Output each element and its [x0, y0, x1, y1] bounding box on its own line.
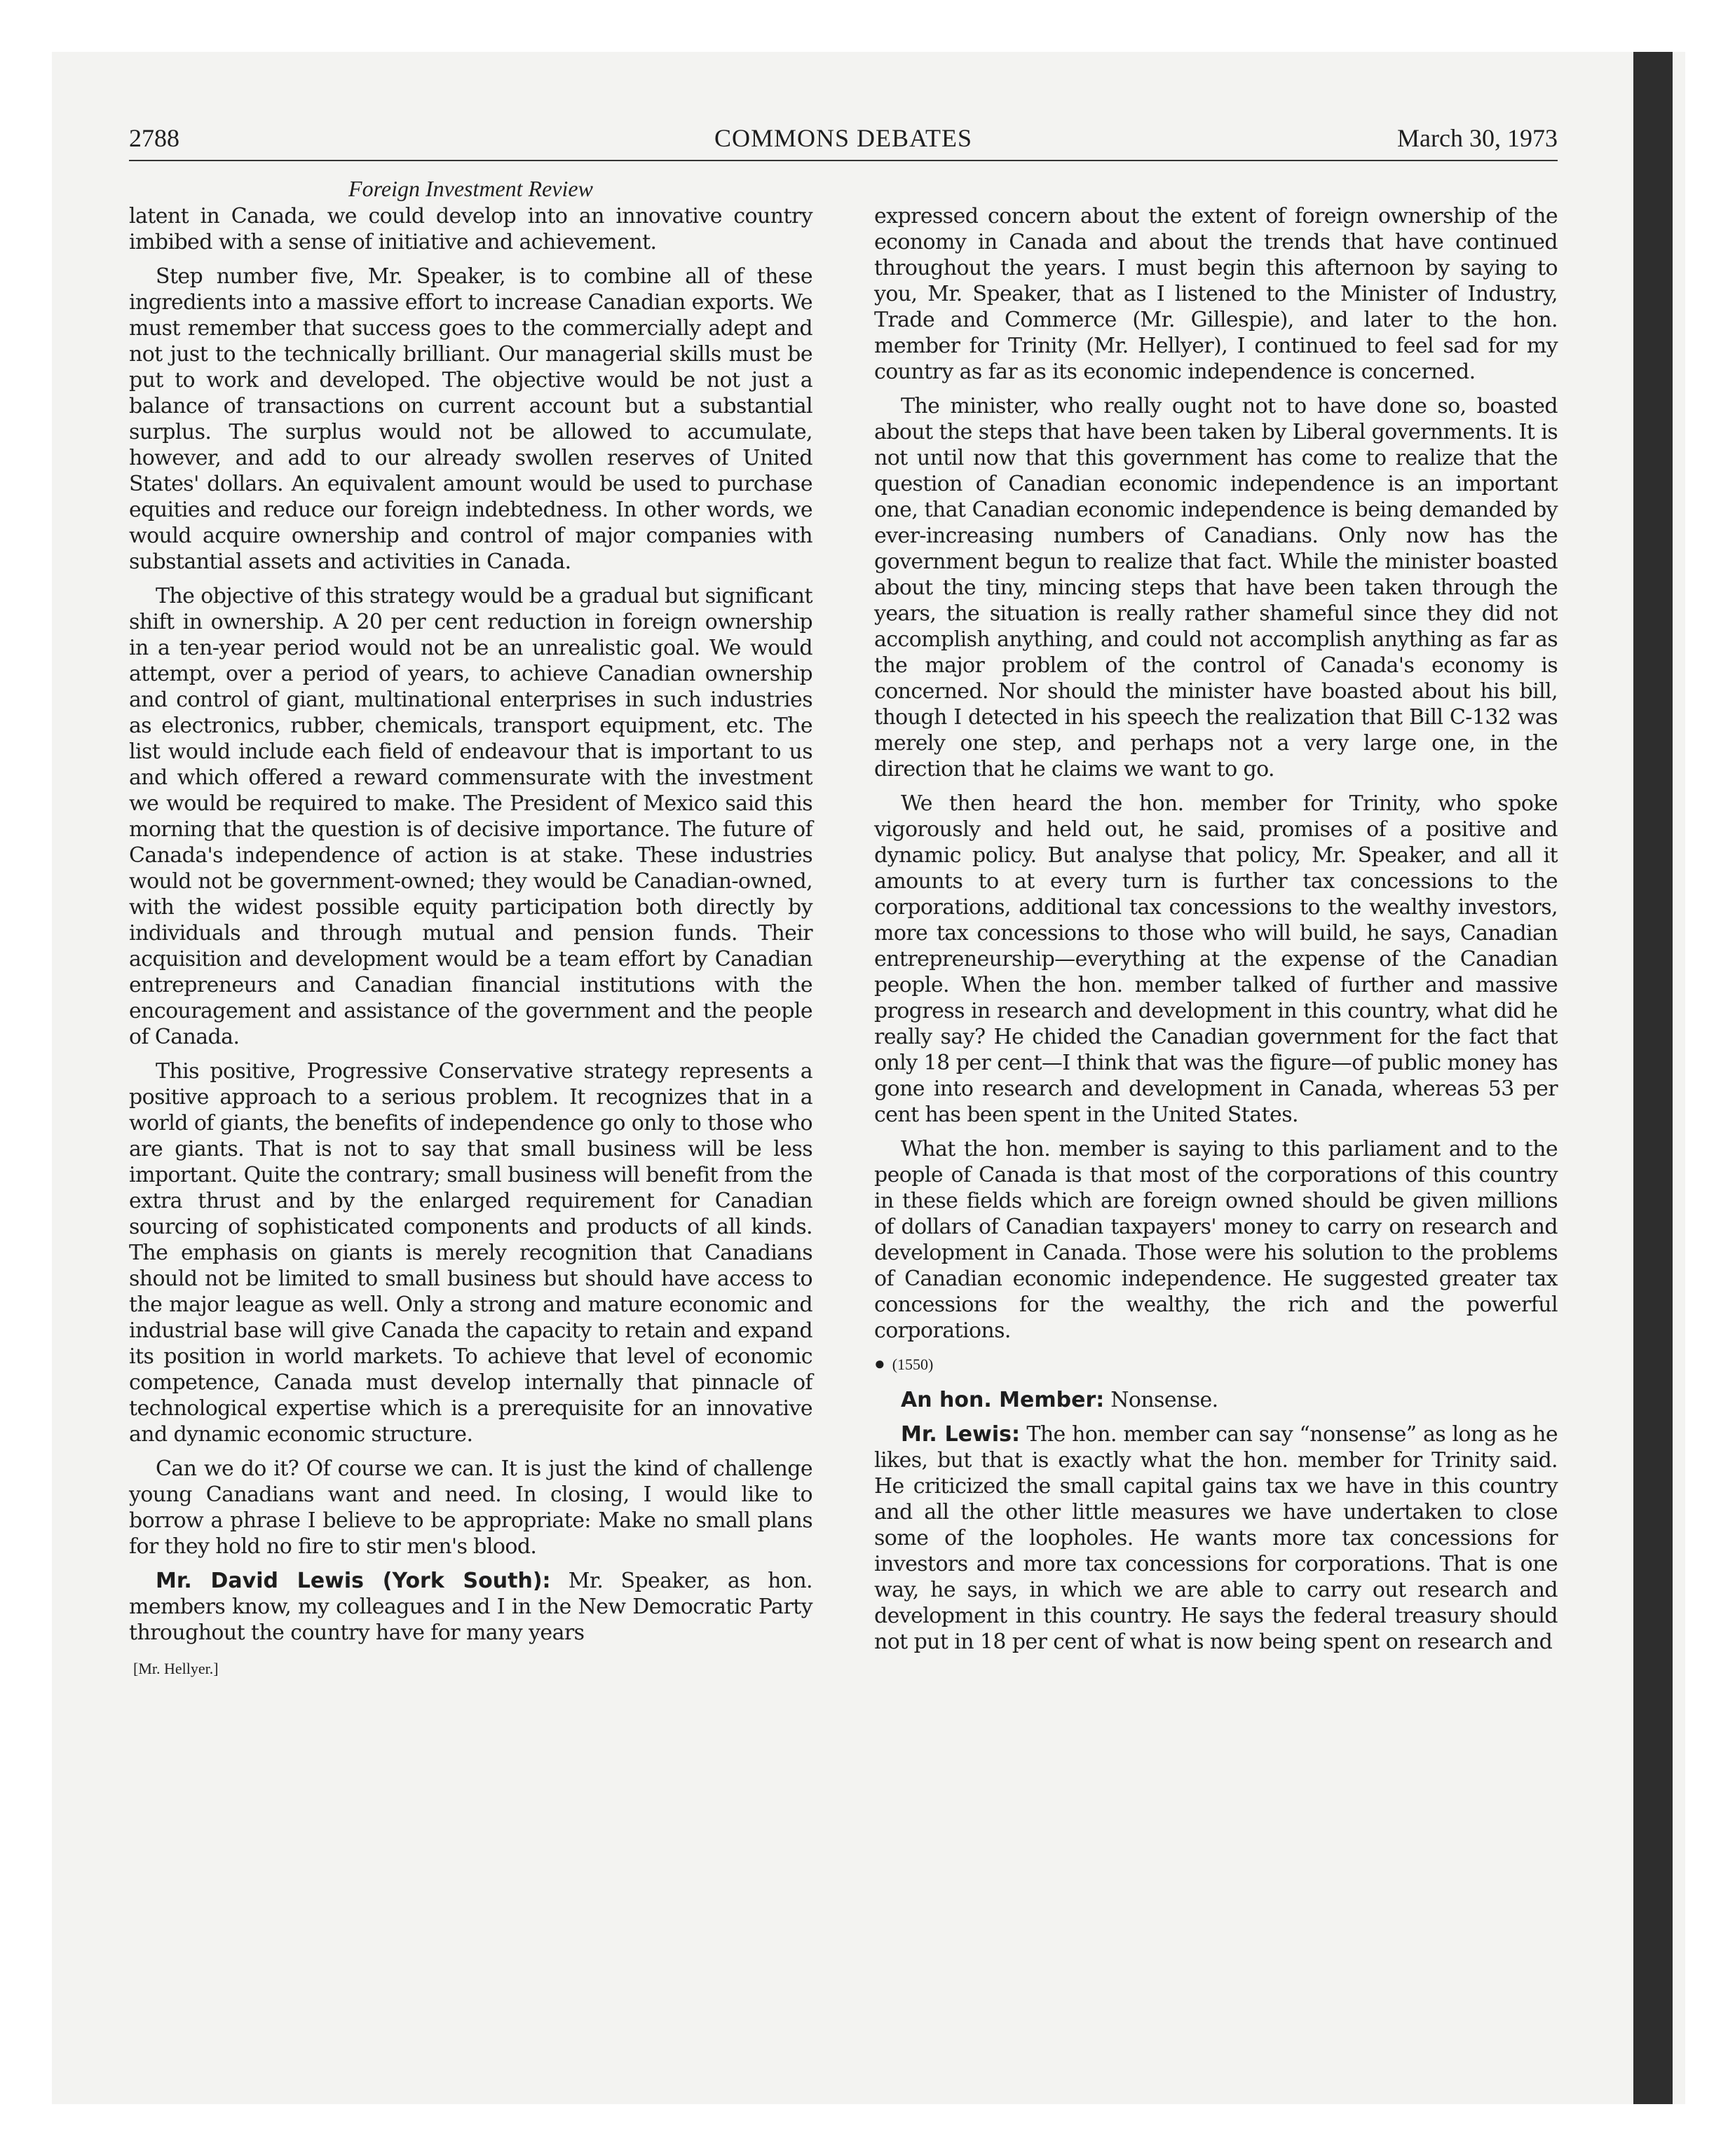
bullet-icon: ●	[874, 1353, 885, 1374]
speaker-name: An hon. Member:	[901, 1388, 1105, 1412]
paragraph: The objective of this strategy would be a gradual but significant shift in ownership. A 20 per cent reduction in foreign ownership in a ten-year period would not be an unrealistic goal. We would attempt, over a period of years, to achieve Canadian ownership and control of giant, multinational enterprises in such industries as electronics, rubber, chemicals, transport equipment, etc. The list would include each field of endeavour that is important to us and which offered a reward commensurate with the investment we would be required to make. The President of Mexico said this morning that the question is of decisive importance. The future of Canada's independence of action is at stake. These industries would not be government-owned; they would be Canadian-owned, with the widest possible equity participation both directly by individuals and through mutual and pension funds. Their acquisition and development would be a team effort by Canadian entrepreneurs and Canadian financial institutions with the encouragement and assistance of the government and the people of Canada.	[129, 584, 812, 1049]
timestamp-marker	[874, 1353, 1558, 1374]
timestamp-text: (1550)	[892, 1356, 934, 1373]
paragraph: latent in Canada, we could develop into an innovative country imbibed with a sense of initiative and achievement.	[129, 204, 812, 254]
page-header	[129, 123, 1558, 161]
publication-title: COMMONS DEBATES	[714, 124, 973, 152]
paragraph	[874, 1421, 1558, 1655]
speech-text: Nonsense.	[1104, 1388, 1218, 1412]
subject-heading: Foreign Investment Review	[348, 176, 593, 201]
speaker-name: Mr. David Lewis (York South):	[156, 1569, 551, 1593]
paragraph: Step number five, Mr. Speaker, is to combine all of these ingredients into a massive effort to increase Canadian exports. We must remember that success goes to the commercially adept and not just to the technically brilliant. Our managerial skills must be put to work and developed. The objective would be not just a balance of transactions on current account but a substantial surplus. The surplus would not be allowed to accumulate, however, and add to our already swollen reserves of United States' dollars. An equivalent amount would be used to purchase equities and reduce our foreign indebtedness. In other words, we would acquire ownership and control of major companies with substantial assets and activities in Canada.	[129, 264, 812, 574]
paragraph	[129, 1568, 812, 1646]
page-date: March 30, 1973	[1397, 124, 1558, 152]
paragraph: We then heard the hon. member for Trinity, who spoke vigorously and held out, he said, promises of a positive and dynamic policy. But analyse that policy, Mr. Speaker, and all it amounts to at every turn is further tax concessions to the corporations, additional tax concessions to the wealthy investors, more tax concessions to those who will build, he says, Canadian entrepreneurship—everything at the expense of the Canadian people. When the hon. member talked of further and massive progress in research and development in this country, what did he really say? He chided the Canadian government for the fact that only 18 per cent—I think that was the figure—of public money has gone into research and development in Canada, whereas 53 per cent has been spent in the United States.	[874, 791, 1558, 1127]
text-columns	[129, 203, 1558, 1678]
speaker-footnote: [Mr. Hellyer.]	[133, 1660, 219, 1677]
paragraph: What the hon. member is saying to this parliament and to the people of Canada is that most of the corporations of this country in these fields which are foreign owned should be given millions of dollars of Canadian taxpayers' money to carry on research and development in Canada. Those were his solution to the problems of Canadian economic independence. He suggested greater tax concessions for the wealthy, the rich and the powerful corporations.	[874, 1137, 1558, 1343]
paragraph: This positive, Progressive Conservative strategy represents a positive approach to a serious problem. It recognizes that in a world of giants, the benefits of independence go only to those who are giants. That is not to say that small business will be less important. Quite the contrary; small business will benefit from the extra thrust and by the enlarged requirement for Canadian sourcing of sophisticated components and products of all kinds. The emphasis on giants is merely recognition that Canadians should not be limited to small business but should have access to the major league as well. Only a strong and mature economic and industrial base will give Canada the capacity to retain and expand its position in world markets. To achieve that level of economic competence, Canada must develop internally that pinnacle of technological expertise which is a prerequisite for an innovative and dynamic economic structure.	[129, 1059, 812, 1447]
paragraph: Can we do it? Of course we can. It is just the kind of challenge young Canadians want and need. In closing, I would like to borrow a phrase I believe to be appropriate: Make no small plans for they hold no fire to stir men's blood.	[129, 1456, 812, 1559]
left-column	[129, 203, 812, 1678]
speech-text: The hon. member can say “nonsense” as long as he likes, but that is exactly what the hon. member for Trinity said. He criticized the small capital gains tax we have in this country and all the other little measures we have undertaken to close some of the loopholes. He wants more tax concessions for investors and more tax concessions for corporations. That is one way, he says, in which we are able to carry out research and development in this country. He says the federal treasury should not put in 18 per cent of what is now being spent on research and	[874, 1422, 1558, 1654]
speech-text: Mr. Speaker, as hon. members know, my colleagues and I in the New Democratic Party throughout the country have for many years	[129, 1569, 812, 1645]
scan-edge-shadow	[1633, 52, 1673, 2104]
page-number: 2788	[129, 124, 179, 152]
right-column	[874, 203, 1558, 1678]
document-page	[129, 123, 1558, 1678]
paragraph	[874, 1387, 1558, 1413]
paragraph: expressed concern about the extent of foreign ownership of the economy in Canada and about the trends that have continued throughout the years. I must begin this afternoon by saying to you, Mr. Speaker, that as I listened to the Minister of Industry, Trade and Commerce (Mr. Gillespie), and later to the hon. member for Trinity (Mr. Hellyer), I continued to feel sad for my country as far as its economic independence is concerned.	[874, 204, 1558, 384]
speaker-name: Mr. Lewis:	[901, 1422, 1020, 1447]
paragraph: The minister, who really ought not to have done so, boasted about the steps that have been taken by Liberal governments. It is not until now that this government has come to realize that the question of Canadian economic independence is an important one, that Canadian economic independence is being demanded by ever-increasing numbers of Canadians. Only now has the government begun to realize that fact. While the minister boasted about the tiny, mincing steps that have been taken through the years, the situation is really rather shameful since they did not accomplish anything, and could not accomplish anything as far as the major problem of the control of Canada's economy is concerned. Nor should the minister have boasted about his bill, though I detected in his speech the realization that Bill C-132 was merely one step, and perhaps not a very large one, in the direction that he claims we want to go.	[874, 394, 1558, 782]
